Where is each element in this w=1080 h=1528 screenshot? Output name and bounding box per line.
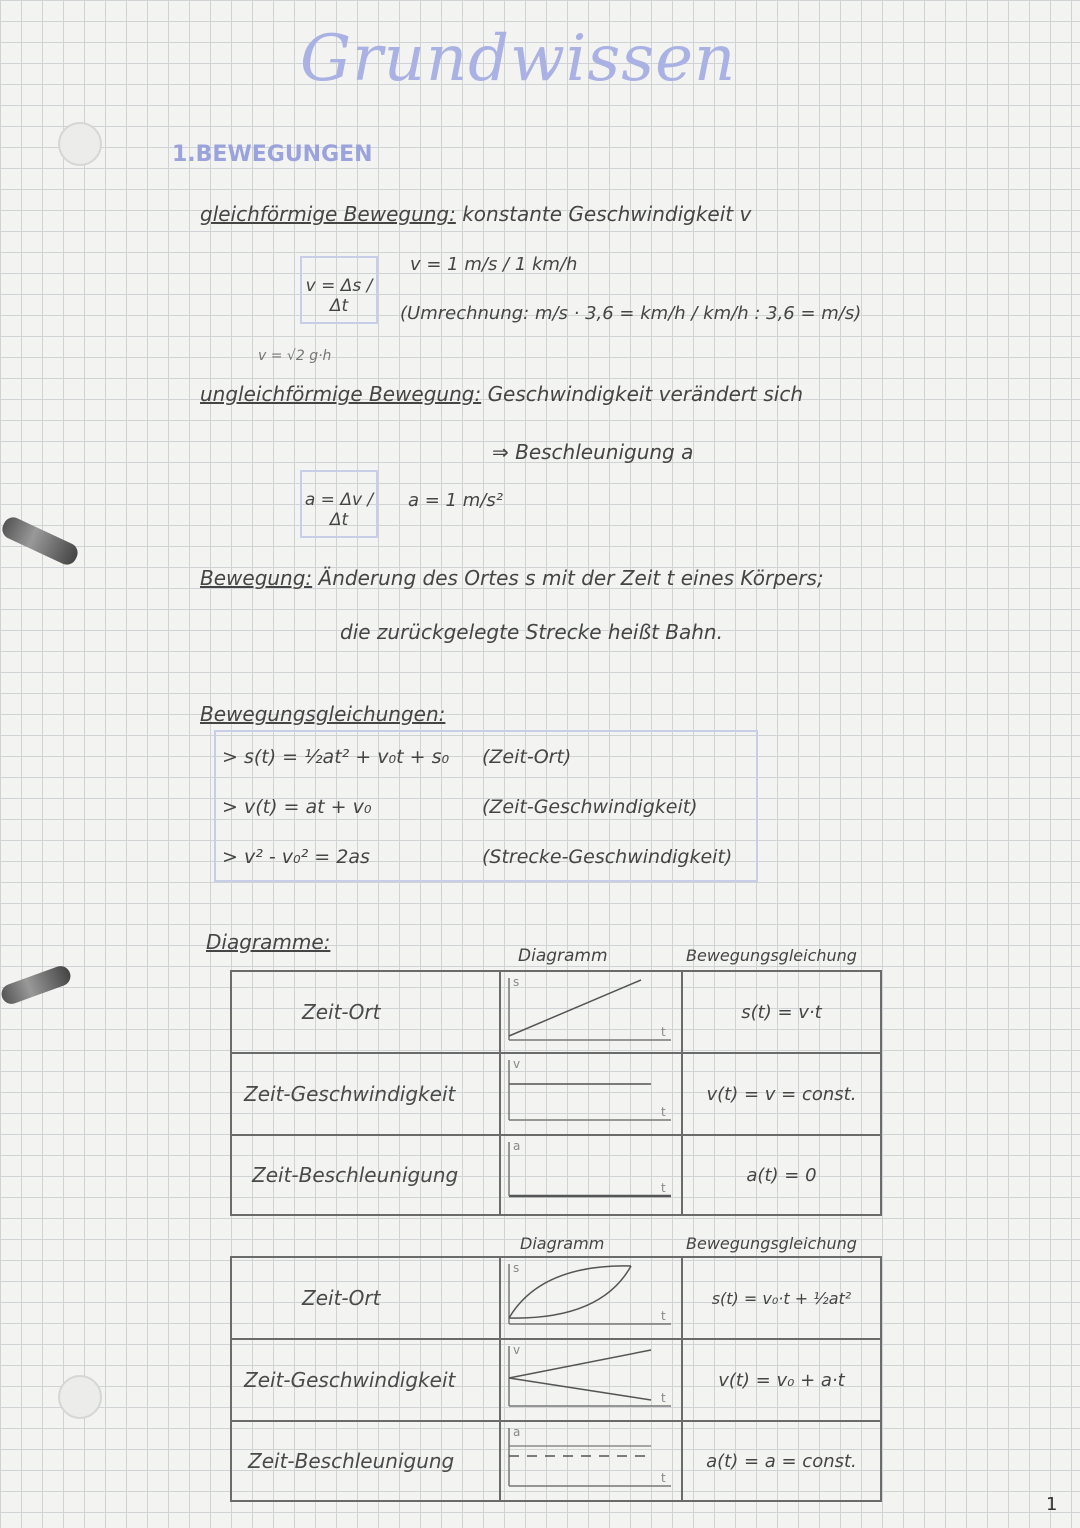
uniform-text: konstante Geschwindigkeit v	[462, 202, 752, 226]
row-label: Zeit-Geschwindigkeit	[244, 1368, 456, 1392]
nonuniform-motion-line	[200, 382, 803, 406]
axis-label: a	[512, 1425, 521, 1439]
column-header-equation: Bewegungsgleichung	[686, 1234, 857, 1253]
axis-label: v	[512, 1343, 520, 1357]
binder-hole	[58, 1375, 102, 1419]
equations-heading: Bewegungsgleichungen:	[200, 702, 446, 726]
column-header-diagram: Diagramm	[520, 1234, 605, 1253]
column-header-equation: Bewegungsgleichung	[686, 946, 857, 965]
axis-label: a	[512, 1139, 521, 1153]
equation-value: a(t) = a = const.	[706, 1450, 857, 1472]
equation-desc: (Zeit-Ort)	[482, 746, 572, 768]
table-cell	[231, 971, 500, 1053]
motion-text-2: die zurückgelegte Strecke heißt Bahn.	[340, 620, 723, 644]
graph-curve-down	[509, 1266, 631, 1318]
table-cell	[682, 1339, 881, 1421]
diagram-cell	[500, 1053, 682, 1135]
binder-clip	[0, 514, 81, 568]
nonuniform-heading: ungleichförmige Bewegung:	[200, 382, 482, 406]
diagram-cell	[500, 971, 682, 1053]
diagram-cell	[500, 1135, 682, 1215]
motion-text: Änderung des Ortes s mit der Zeit t eines Körpers;	[318, 566, 824, 590]
equation-value: s(t) = v·t	[741, 1001, 822, 1023]
axis-label: s	[512, 975, 520, 989]
s-t-parabola-graph	[501, 1258, 681, 1334]
page-title: Grundwissen	[300, 22, 737, 96]
table-cell	[682, 1135, 881, 1215]
table-cell	[682, 1421, 881, 1501]
row-label: Zeit-Ort	[302, 1000, 381, 1024]
table-row	[231, 1135, 881, 1215]
graph-curve-up	[509, 1266, 631, 1318]
table-row	[231, 1339, 881, 1421]
table-row	[231, 1421, 881, 1501]
axis-label: s	[512, 1261, 520, 1275]
axis-label: t	[660, 1105, 666, 1119]
axis-label: t	[660, 1391, 666, 1405]
row-label: Zeit-Beschleunigung	[248, 1449, 455, 1473]
table-cell	[231, 1135, 500, 1215]
diagram-cell	[500, 1339, 682, 1421]
diagram-table-2	[230, 1256, 882, 1502]
equation-formula: > v(t) = at + v₀	[222, 796, 372, 818]
acceleration-arrow-text: ⇒ Beschleunigung a	[492, 440, 694, 464]
row-label: Zeit-Ort	[302, 1286, 381, 1310]
velocity-unit: v = 1 m/s / 1 km/h	[410, 254, 578, 275]
table-cell	[231, 1257, 500, 1339]
row-label: Zeit-Beschleunigung	[252, 1163, 459, 1187]
acceleration-formula: a = Δv / Δt	[304, 490, 374, 530]
v-t-constant-graph	[501, 1054, 681, 1130]
graph-line-up	[509, 1350, 651, 1378]
row-label: Zeit-Geschwindigkeit	[244, 1082, 456, 1106]
axis-label: t	[660, 1025, 666, 1039]
axis-label: v	[512, 1057, 521, 1071]
velocity-formula: v = Δs / Δt	[305, 276, 373, 316]
nonuniform-text: Geschwindigkeit verändert sich	[487, 382, 804, 406]
diagrams-heading: Diagramme:	[206, 930, 331, 954]
graph-line	[509, 980, 641, 1036]
unit-conversion: (Umrechnung: m/s · 3,6 = km/h / km/h : 3,6 = m/s)	[400, 303, 862, 324]
table-cell	[682, 1257, 881, 1339]
side-note: v = √2 g·h	[258, 348, 332, 364]
binder-clip	[0, 963, 73, 1006]
axis-label: t	[660, 1181, 666, 1195]
axis-label: t	[660, 1309, 666, 1323]
uniform-motion-line	[200, 202, 751, 226]
equation-value: v(t) = v = const.	[706, 1083, 857, 1105]
motion-heading: Bewegung:	[200, 566, 313, 590]
equation-value: a(t) = 0	[746, 1164, 817, 1186]
diagram-cell	[500, 1421, 682, 1501]
a-t-zero-graph	[501, 1136, 681, 1210]
table-cell	[231, 1421, 500, 1501]
equation-value: v(t) = v₀ + a·t	[718, 1369, 845, 1391]
equation-formula: > v² - v₀² = 2as	[222, 846, 370, 868]
column-header-diagram: Diagramm	[518, 946, 608, 966]
motion-definition-line	[200, 566, 824, 590]
equation-desc: (Strecke-Geschwindigkeit)	[482, 846, 733, 868]
binder-hole	[58, 122, 102, 166]
table-cell	[231, 1053, 500, 1135]
a-t-constant-graph	[501, 1422, 681, 1496]
equation-formula: > s(t) = ½at² + v₀t + s₀	[222, 746, 450, 768]
equation-desc: (Zeit-Geschwindigkeit)	[482, 796, 698, 818]
equation-value: s(t) = v₀·t + ½at²	[711, 1288, 852, 1308]
table-row	[231, 1257, 881, 1339]
table-row	[231, 971, 881, 1053]
table-row	[231, 1053, 881, 1135]
section-heading: 1.BEWEGUNGEN	[172, 142, 373, 167]
uniform-heading: gleichförmige Bewegung:	[200, 202, 456, 226]
table-cell	[231, 1339, 500, 1421]
graph-line-down	[509, 1378, 651, 1400]
v-t-linear-graph	[501, 1340, 681, 1416]
diagram-table-1	[230, 970, 882, 1216]
axis-label: t	[660, 1471, 666, 1485]
s-t-linear-graph	[501, 972, 681, 1048]
table-cell	[682, 971, 881, 1053]
diagram-cell	[500, 1257, 682, 1339]
table-cell	[682, 1053, 881, 1135]
acceleration-unit: a = 1 m/s²	[408, 490, 503, 511]
page-number: 1	[1046, 1494, 1058, 1515]
